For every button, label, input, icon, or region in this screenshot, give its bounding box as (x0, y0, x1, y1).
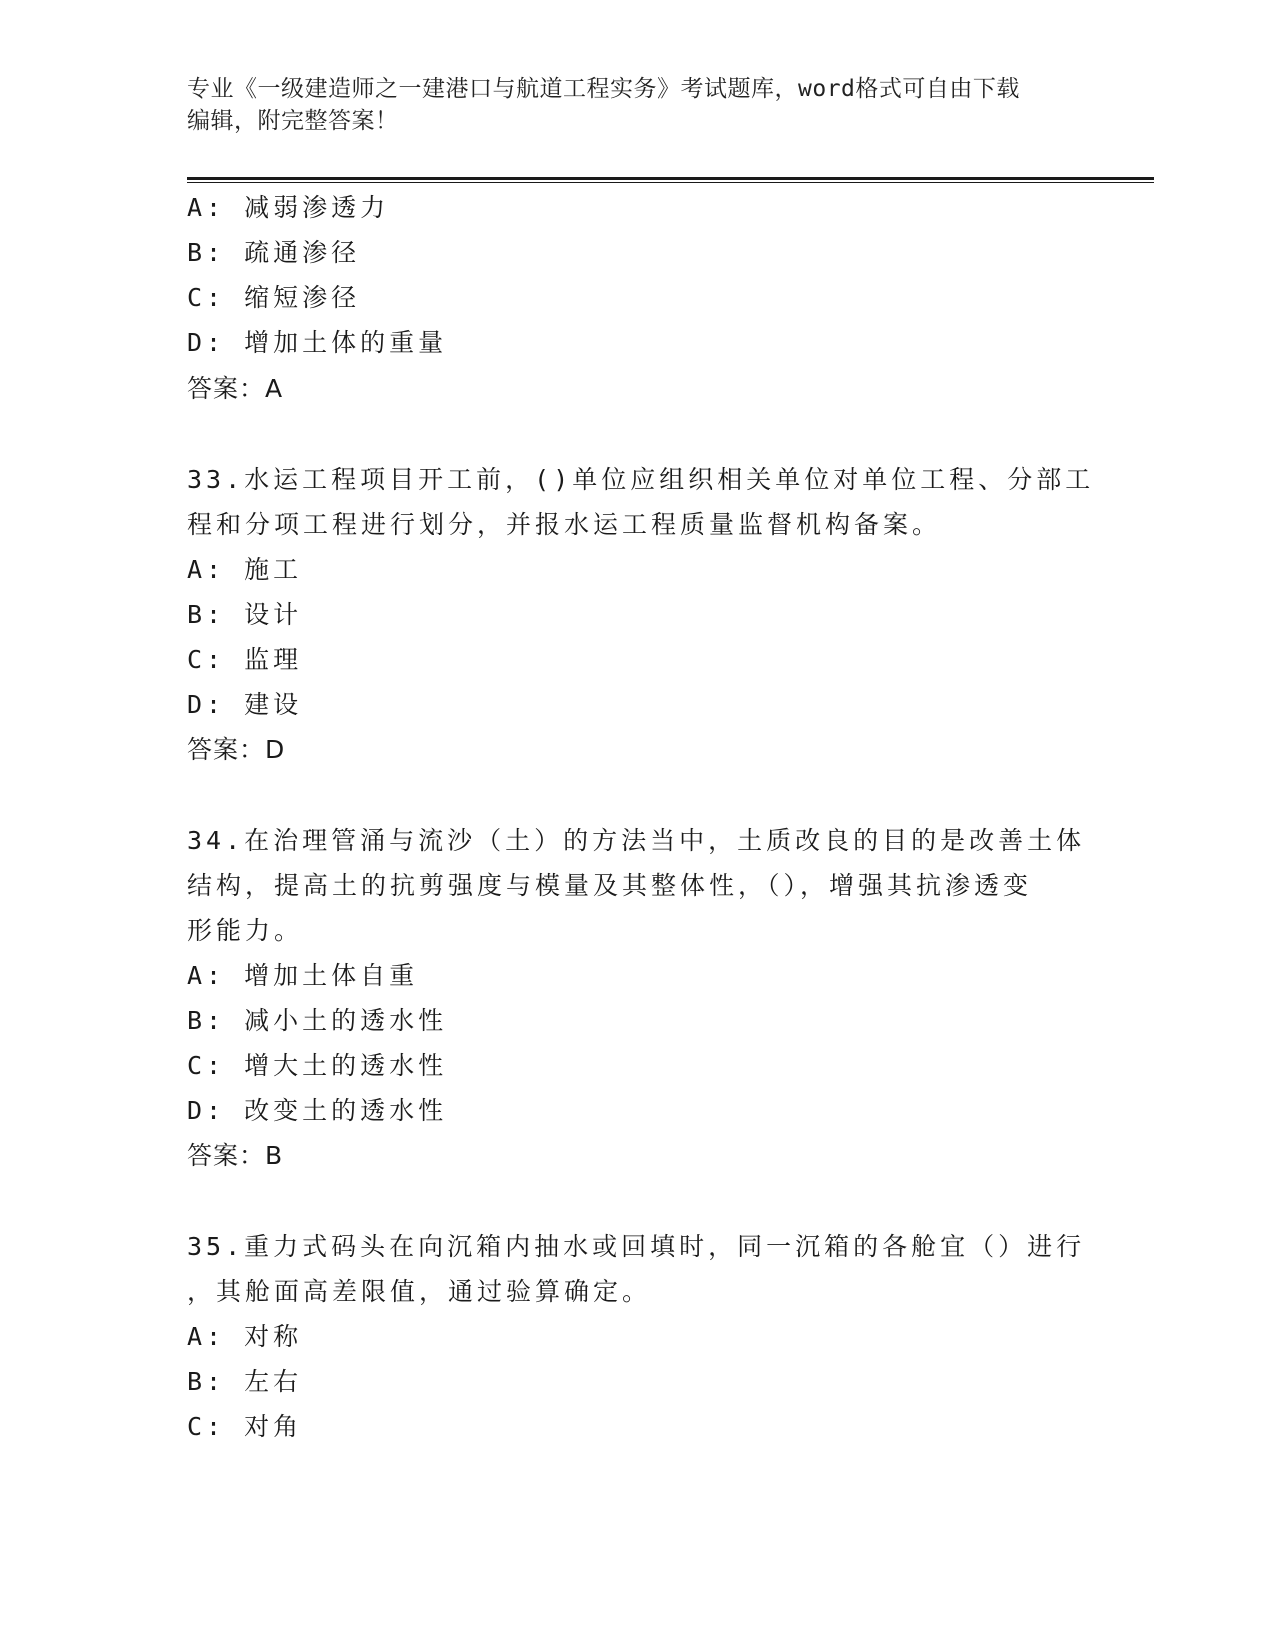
q34-stem-line2: 结构，提高土的抗剪强度与模量及其整体性，（），增强其抗渗透变 (187, 871, 1033, 900)
q33-option-c: C: 监理 (187, 645, 303, 674)
q33-stem-line2: 程和分项工程进行划分，并报水运工程质量监督机构备案。 (187, 510, 942, 539)
header-divider-thin (187, 182, 1154, 183)
q35-option-a: A: 对称 (187, 1322, 303, 1351)
q34-option-d: D: 改变土的透水性 (187, 1096, 448, 1125)
q32-option-b: B: 疏通渗径 (187, 238, 361, 267)
document-header (187, 73, 1067, 137)
header-divider-thick (187, 177, 1154, 180)
q34-option-a: A: 增加土体自重 (187, 961, 419, 990)
q33-option-b: B: 设计 (187, 600, 303, 629)
q32-option-a: A: 减弱渗透力 (187, 193, 390, 222)
q35-option-c: C: 对角 (187, 1412, 303, 1441)
q35-option-b: B: 左右 (187, 1367, 303, 1396)
q33-answer: 答案：D (187, 735, 286, 764)
q34-option-b: B: 减小土的透水性 (187, 1006, 448, 1035)
q35-stem-line1: 35.重力式码头在向沉箱内抽水或回填时，同一沉箱的各舱宜（）进行 (187, 1232, 1086, 1261)
q32-option-c: C: 缩短渗径 (187, 283, 361, 312)
q33-option-a: A: 施工 (187, 555, 303, 584)
q35-stem-line2: ，其舱面高差限值，通过验算确定。 (187, 1277, 652, 1306)
header-description-line1: 专业《一级建造师之一建港口与航道工程实务》考试题库，word格式可自由下载 (187, 76, 1020, 102)
q34-stem-line3: 形能力。 (187, 916, 304, 945)
q34-option-c: C: 增大土的透水性 (187, 1051, 448, 1080)
q33-stem-line1: 33.水运工程项目开工前，()单位应组织相关单位对单位工程、分部工 (187, 465, 1095, 494)
header-description-line2: 编辑，附完整答案！ (187, 108, 399, 134)
q34-answer: 答案：B (187, 1141, 284, 1170)
q33-option-d: D: 建设 (187, 690, 303, 719)
q34-stem-line1: 34.在治理管涌与流沙（土）的方法当中，土质改良的目的是改善土体 (187, 826, 1086, 855)
q32-answer: 答案：A (187, 374, 284, 403)
q32-option-d: D: 增加土体的重量 (187, 328, 448, 357)
